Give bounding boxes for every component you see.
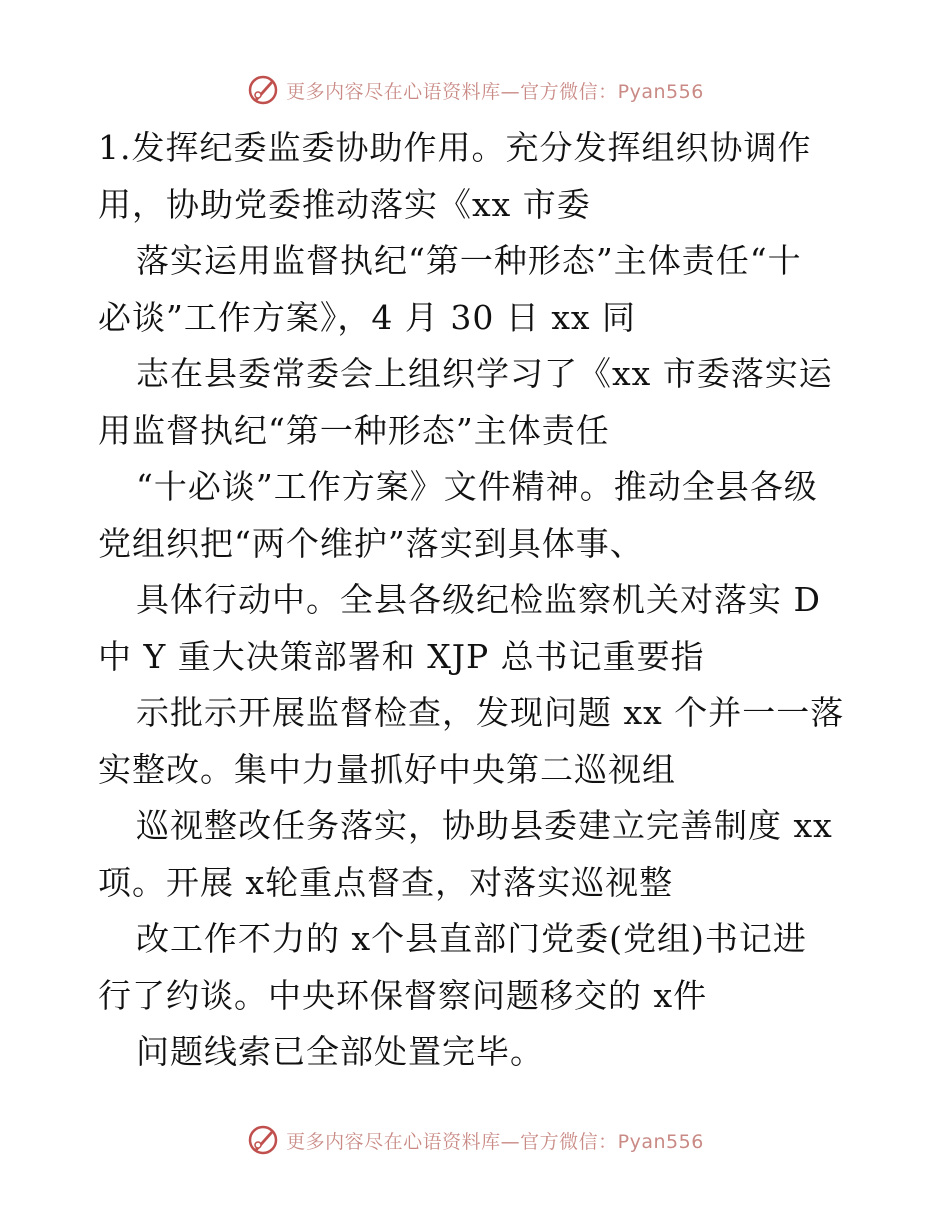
header-watermark (0, 70, 950, 110)
quill-pen-in-circle-icon (246, 1123, 280, 1157)
body-line: 行了约谈。中央环保督察问题移交的 x件 (98, 975, 708, 1015)
watermark-text: 更多内容尽在心语资料库—官方微信：Pyan556 (286, 1130, 704, 1153)
footer-watermark (0, 1120, 950, 1160)
document-body (98, 120, 858, 1081)
body-line: 巡视整改任务落实，协助县委建立完善制度 xx (136, 806, 833, 845)
body-line: 示批示开展监督检查，发现问题 xx 个并一一落 (136, 693, 845, 732)
body-line: 必谈”工作方案》，4 月 30 日 xx 同 (98, 297, 637, 337)
body-line: 党组织把“两个维护”落实到具体事、 (98, 523, 644, 563)
body-line: 问题线索已全部处置完毕。 (136, 1032, 544, 1071)
body-line: 落实运用监督执纪“第一种形态”主体责任“十 (136, 241, 802, 280)
body-line: 1.发挥纪委监委协助作用。充分发挥组织协调作 (98, 128, 812, 167)
body-line: 改工作不力的 x个县直部门党委(党组)书记进 (136, 919, 807, 958)
body-line: 志在县委常委会上组织学习了《xx 市委落实运 (136, 354, 833, 393)
body-line: 用监督执纪“第一种形态”主体责任 (98, 410, 610, 450)
watermark-text: 更多内容尽在心语资料库—官方微信：Pyan556 (286, 80, 704, 103)
body-line: 用，协助党委推动落实《xx 市委 (98, 184, 591, 224)
body-line: 项。开展 x轮重点督查，对落实巡视整 (98, 862, 674, 902)
body-line: 具体行动中。全县各级纪检监察机关对落实 D (136, 580, 821, 619)
body-line: 中 Y 重大决策部署和 XJP 总书记重要指 (98, 636, 705, 676)
body-line: 实整改。集中力量抓好中央第二巡视组 (98, 749, 676, 789)
quill-pen-in-circle-icon (246, 73, 280, 107)
body-line: “十必谈”工作方案》文件精神。推动全县各级 (136, 467, 818, 506)
